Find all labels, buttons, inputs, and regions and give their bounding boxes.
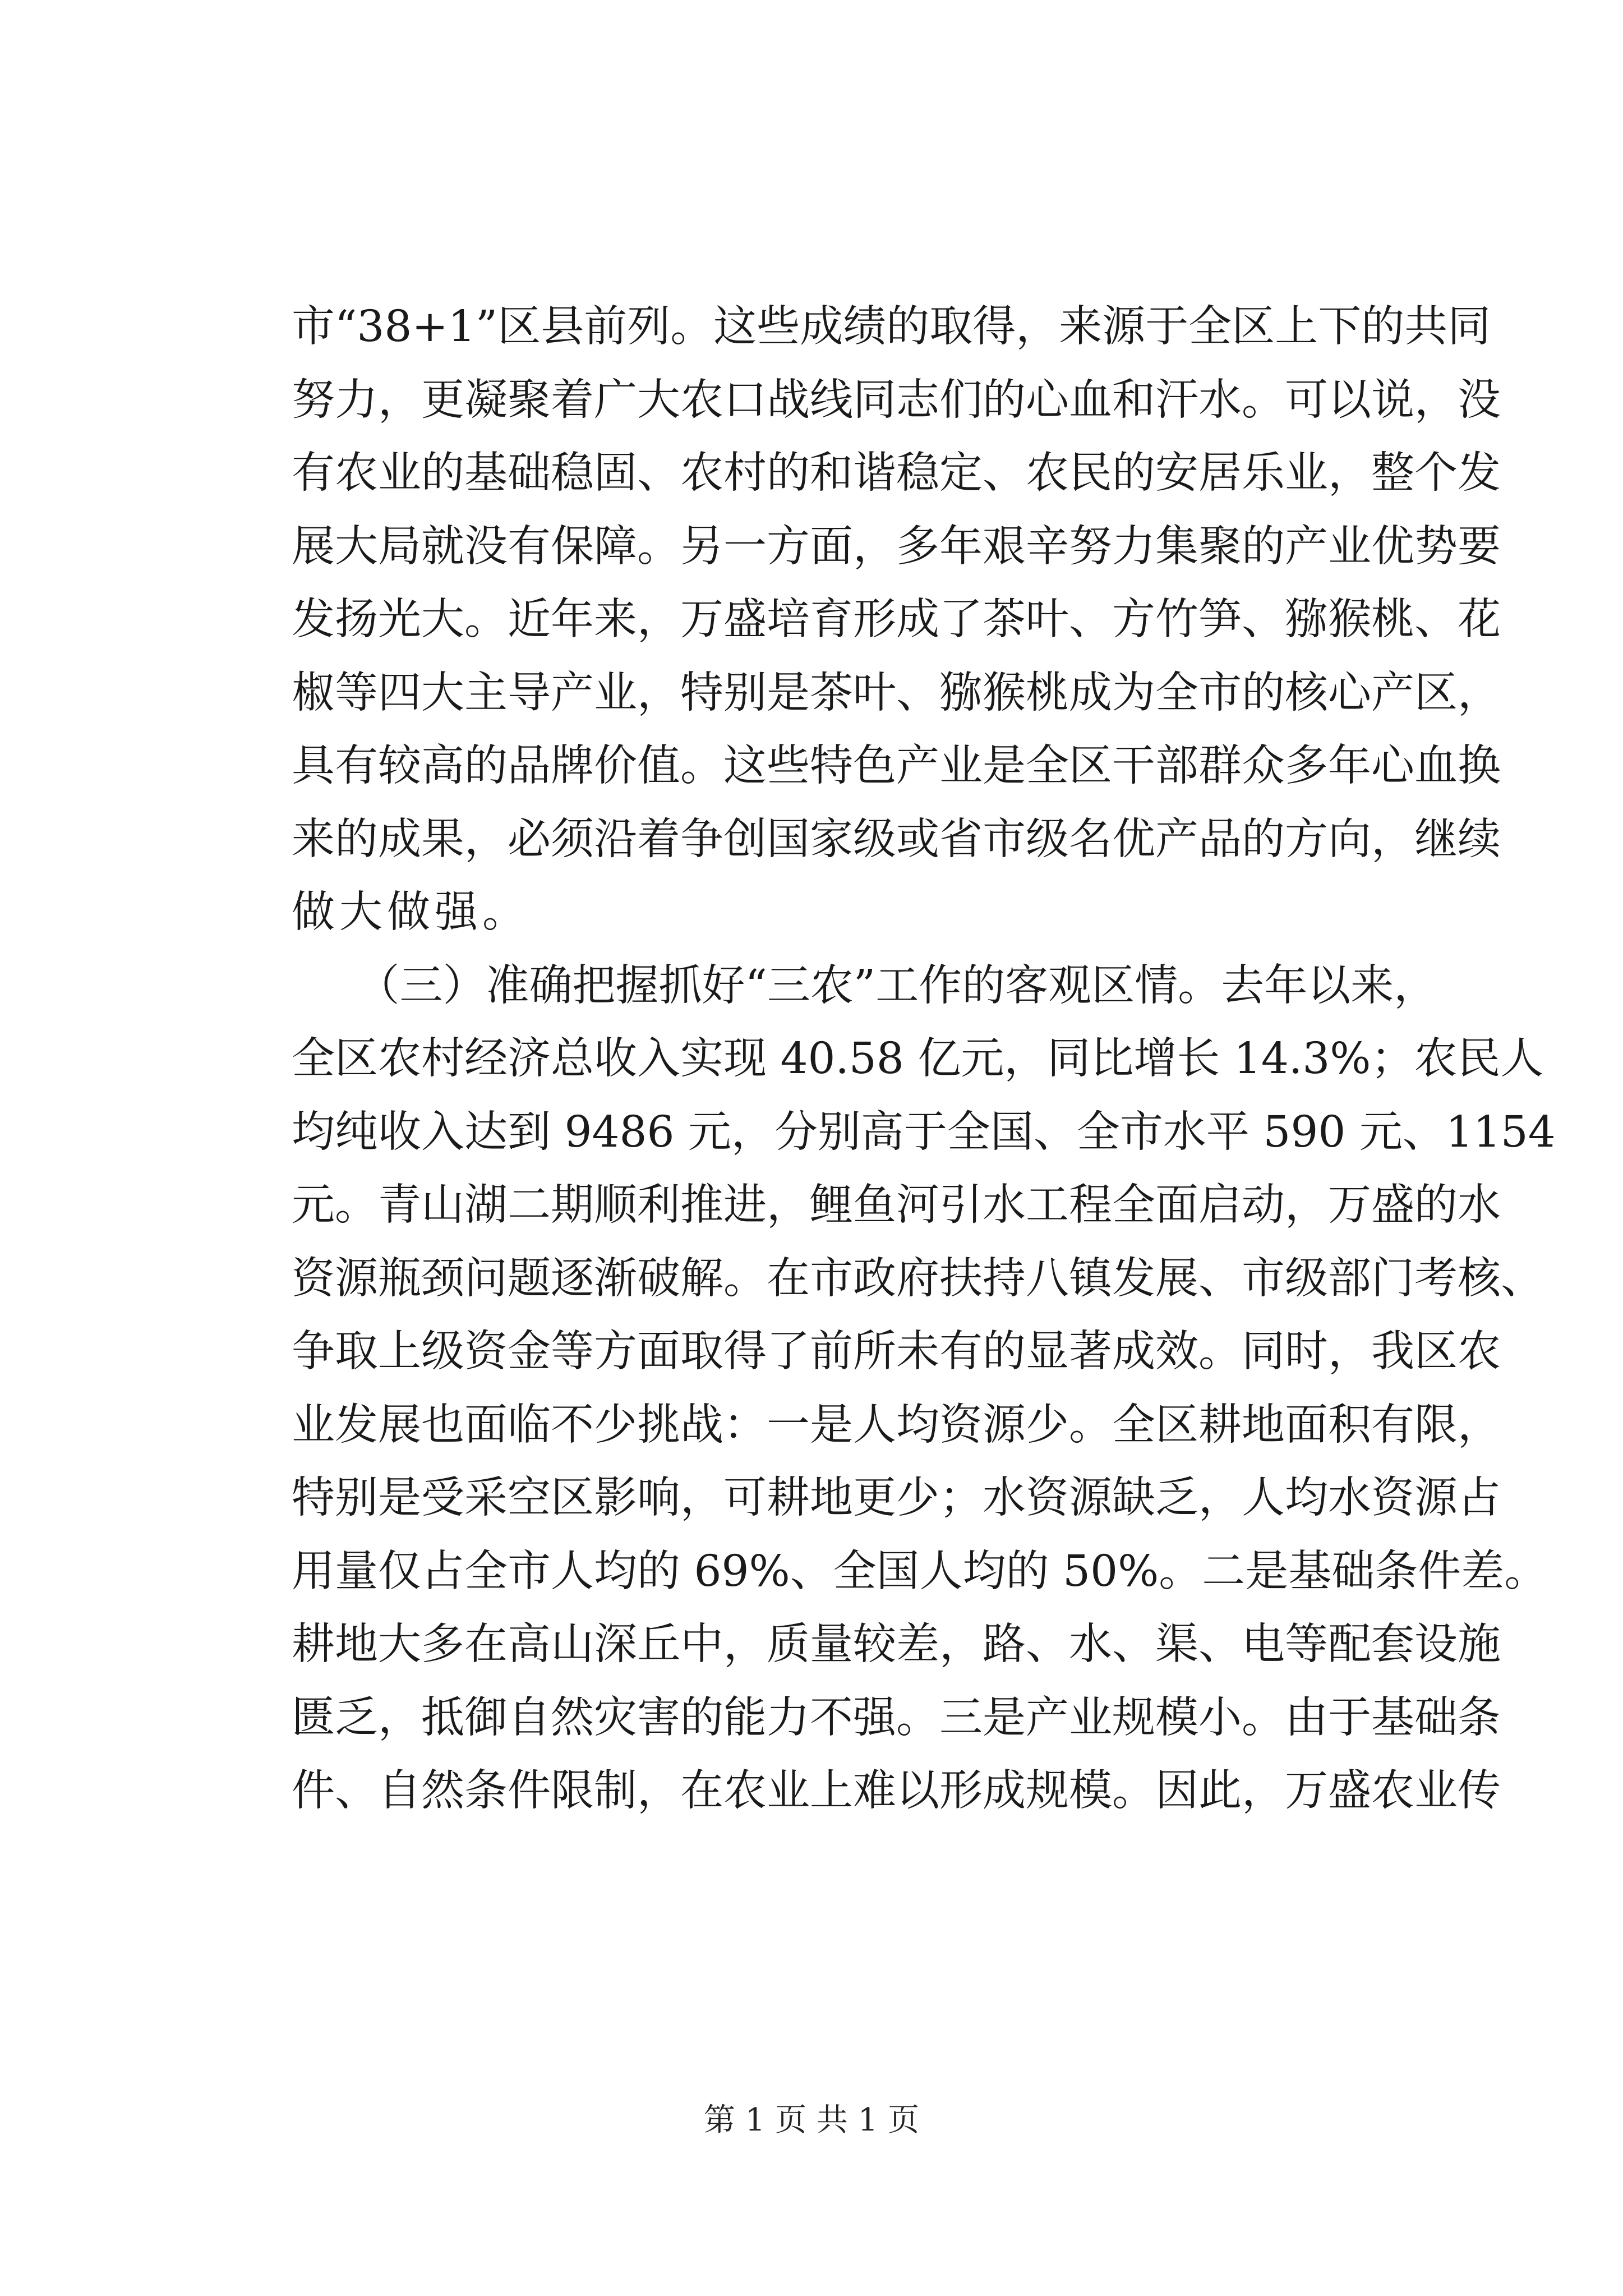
text-line: 市“38+1”区县前列。这些成绩的取得，来源于全区上下的共同 [292,302,1491,352]
page-footer: 第 1 页 共 1 页 [703,2102,920,2138]
text-line: 件、自然条件限制，在农业上难以形成规模。因此，万盛农业传 [292,1766,1501,1816]
text-line: 有农业的基础稳固、农村的和谐稳定、农民的安居乐业，整个发 [292,448,1501,498]
text-line: 努力，更凝聚着广大农口战线同志们的心血和汗水。可以说，没 [292,375,1501,425]
text-line: 用量仅占全市人均的 69%、全国人均的 50%。二是基础条件差。 [292,1547,1548,1596]
text-line: 具有较高的品牌价值。这些特色产业是全区干部群众多年心血换 [292,741,1501,791]
text-line: 发扬光大。近年来，万盛培育形成了茶叶、方竹笋、猕猴桃、花 [292,595,1501,645]
text-line: 均纯收入达到 9486 元，分别高于全国、全市水平 590 元、1154 [292,1107,1556,1157]
text-line: 耕地大多在高山深丘中，质量较差，路、水、渠、电等配套设施 [292,1619,1501,1669]
text-line: 全区农村经济总收入实现 40.58 亿元，同比增长 14.3%；农民人 [292,1034,1544,1084]
text-line: 匮乏，抵御自然灾害的能力不强。三是产业规模小。由于基础条 [292,1693,1501,1743]
text-line: 业发展也面临不少挑战：一是人均资源少。全区耕地面积有限， [292,1400,1501,1450]
text-line: 争取上级资金等方面取得了前所未有的显著成效。同时，我区农 [292,1327,1501,1377]
text-line: 做大做强。 [292,887,530,937]
text-line: 特别是受采空区影响，可耕地更少；水资源缺乏，人均水资源占 [292,1473,1501,1523]
text-line: 展大局就没有保障。另一方面，多年艰辛努力集聚的产业优势要 [292,522,1501,572]
text-line: 元。青山湖二期顺利推进，鲤鱼河引水工程全面启动，万盛的水 [292,1180,1501,1230]
text-line: （三）准确把握抓好“三农”工作的客观区情。去年以来， [292,961,1437,1011]
text-line: 来的成果，必须沿着争创国家级或省市级名优产品的方向，继续 [292,815,1501,864]
text-line: 椒等四大主导产业，特别是茶叶、猕猴桃成为全市的核心产区， [292,668,1501,718]
text-line: 资源瓶颈问题逐渐破解。在市政府扶持八镇发展、市级部门考核、 [292,1254,1544,1304]
